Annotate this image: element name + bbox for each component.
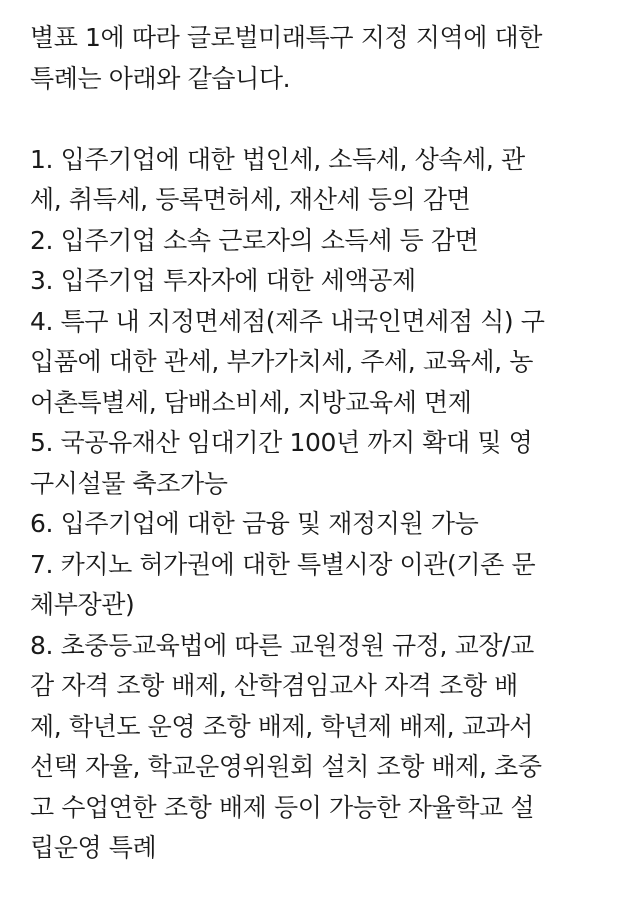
- list-item-line: 체부장관): [30, 590, 135, 619]
- intro-line: 별표 1에 따라 글로벌미래특구 지정 지역에 대한: [30, 23, 543, 52]
- list-item-5: [30, 423, 626, 504]
- list-item-line: 감 자격 조항 배제, 산학겸임교사 자격 조항 배: [30, 671, 518, 700]
- list-item-line: 립운영 특례: [30, 833, 157, 862]
- list-item-8: [30, 626, 626, 869]
- list-item-line: 구시설물 축조가능: [30, 468, 228, 498]
- list-item-2: [30, 221, 626, 262]
- list-item-3: [30, 261, 626, 302]
- list-item-line: 7. 카지노 허가권에 대한 특별시장 이관(기존 문: [30, 549, 536, 579]
- list-item-line: 4. 특구 내 지정면세점(제주 내국인면세점 식) 구: [30, 306, 545, 336]
- list-item-line: 제, 학년도 운영 조항 배제, 학년제 배제, 교과서: [30, 711, 533, 741]
- intro-paragraph: [30, 18, 626, 99]
- list-item-6: [30, 504, 626, 545]
- list-item-7: [30, 545, 626, 626]
- list-item-line: 어촌특별세, 담배소비세, 지방교육세 면제: [30, 387, 472, 417]
- list-item-line: 8. 초중등교육법에 따른 교원정원 규정, 교장/교: [30, 630, 534, 660]
- document-body: [30, 18, 626, 869]
- list-item-line: 3. 입주기업 투자자에 대한 세액공제: [30, 266, 416, 295]
- list-item-line: 5. 국공유재산 임대기간 100년 까지 확대 및 영: [30, 428, 533, 457]
- list-item-line: 세, 취득세, 등록면허세, 재산세 등의 감면: [30, 185, 471, 214]
- list-item-line: 입품에 대한 관세, 부가가치세, 주세, 교육세, 농: [30, 347, 533, 376]
- list-item-line: 고 수업연한 조항 배제 등이 가능한 자율학교 설: [30, 792, 535, 822]
- intro-line: 특례는 아래와 같습니다.: [30, 63, 291, 93]
- list-item-line: 6. 입주기업에 대한 금융 및 재정지원 가능: [30, 509, 479, 538]
- list-item-1: [30, 140, 626, 221]
- list-item-4: [30, 302, 626, 424]
- list-item-line: 선택 자율, 학교운영위원회 설치 조항 배제, 초중: [30, 752, 542, 781]
- special-provisions-list: [30, 140, 626, 869]
- list-item-line: 2. 입주기업 소속 근로자의 소득세 등 감면: [30, 225, 479, 255]
- list-item-line: 1. 입주기업에 대한 법인세, 소득세, 상속세, 관: [30, 144, 525, 174]
